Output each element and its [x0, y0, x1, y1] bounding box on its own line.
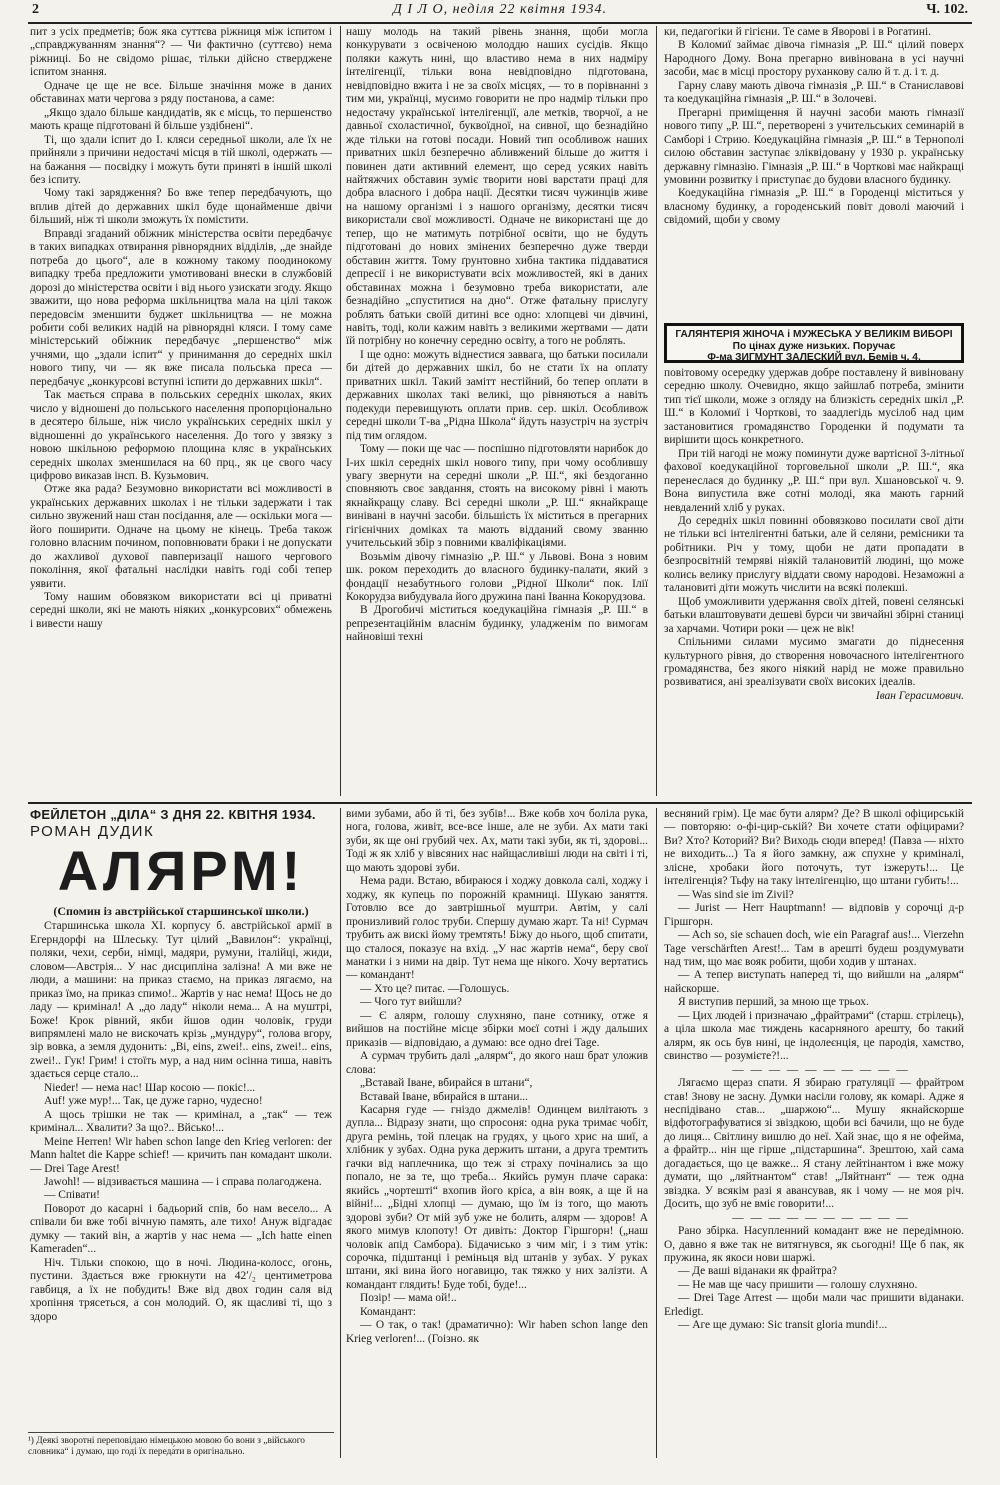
paragraph: Позір! — мама ой!..	[360, 1292, 457, 1305]
paragraph: Meine Herren! Wir haben schon lange den Krieg verloren: der Mann haltet die Kappe schief! — кричить пан комадант школи. — Drei Tage Arest!	[30, 1135, 332, 1175]
paragraph: нашу молодь на такий рівень знання, щоби могла конкурувати з освіченою молоддю наших сусідів. Якщо поляки кажуть нині, що властиво нема в них надміру інтелігенції, тільки вона невідповідно підготована, невідповідно вжита і не за своїх місцях, — то в порівнанні з тим ми, українці, мусимо говорити не про надмір тільки про недостачу української інтелігенції, але метків, творчої, а не давньої схоластичної, буквоїдної, на сивної, що безнадійно жде тільки на готові посади. Новий тип особливож наших приватних шкіл безперечно абливжений більше до життя і повинен дати активний елемент, що серед усяких навіть найтяжчих обставин зуміє творити нові варстати праці для добра власного і добра нації. Десятки тисяч чужинців живе на нашому організмі і з нашого організму, десятки тисяч використали свої можливості. Одначе не використані ще до тепер, що не матимуть потрібної освіти, що не будуть підготовані до нових змінених безперечно дуже тверди обставин життя. Тому ґрунтовно хибна тактика піддаватися депресії і не використувати всіх можливостей, які в даних обставинах можна і безумовно треба використати, але безнадійно „спуститися на дно“. Отже фатальну прислугу роблять батьки своїй дитині все одно: хлопцеві чи дівчині, навіть, тоді, коли кажим навіть з великими жертвами — дати їй потрібну но конечну середню освіту, а того не роблять.	[346, 26, 648, 348]
paragraph: — — — — — — — — — —	[732, 1063, 910, 1076]
paragraph: — А тепер виступать наперед ті, що вийшли на „алярм“ найскорше.	[664, 969, 964, 995]
paragraph: — Drei Tage Arrest — щоби мали час пришити віданаки. Erledigt.	[664, 1292, 964, 1318]
paragraph: — Цих людей і призначаю „фрайтрами“ (старш. стрілець), а ціла школа має тиждень касарняного арешту, бо такий алярм, як ось був нині, це індолеєнція, це пародія, хамство, свинство — розумієте?!...	[664, 1009, 964, 1063]
paragraph: В Коломиї займає дівоча гімназія „Р. Ш.“ цілий поверх Народного Дому. Вона прегарно вивінована в усі научні засоби, має в місці простору руханкову салю й т. д. і т. д.	[664, 39, 964, 79]
paragraph: — Хто це? питає. —Голошусь.	[360, 982, 510, 995]
paragraph: Гарну славу мають дівоча гімназія „Р. Ш.“ в Станиславові та коедукаційна гімназія „Р. Ш.“ в Золочеві.	[664, 79, 964, 106]
paragraph: І ще одно: можуть віднестися заввага, що батьки посилали би дітей до державних шкіл, бо не стати їх на оплату приватних шкіл. Такий замітт нестійний, бо тепер оплати в державних школах такі великі, що рівняються а навіть подекуди перевищують оплати прив. сер. шкіл. Особливож середні школи Т-ва „Рідна Школа“ йдуть назустріч на зустріч під тим оглядом.	[346, 348, 648, 442]
paragraph: Щоб уможливити удержання своїх дітей, повені селянські батьки влаштовувати дешеві бурси чи звичайні збірні станиці за харчами. Чотири роки — цеж не вік!	[664, 595, 964, 635]
ad-line-2: Ф-ма ЗИГМУНТ ЗАЛЕСКИЙ вул. Бемів ч. 4.	[707, 352, 921, 363]
paragraph: Старшинська школа ХІ. корпусу б. австрійської армії в Егерндорфі на Шлеську. Тут цілий „Вавилон“: українці, поляки, чехи, серби, німці, мадяри, румуни, італійці, жиди, словом—Австрія... У нас дисципліна залізна! А ми вже не люди, а машини: на приказ стаємо, на приказ лягаємо, на приказ їмо, на приказ спимо!.. Жартів у нас нема! Щось не до ладу — кримінал! А „до ладу“ ніколи нема... А на муштрі, Боже! Крок рівний, якби йшов один чоловік, груди випрямлені мало не вискочать крізь „мундуру“, голова вгору, зір вовка, а земля дудонить: „Ві, eins, zwei!.. eins, zwei!.. eins, zwei!.. Гук! Грим! і стоїть мур, а над ним осінна тиша, навіть здається серце стало...	[30, 920, 332, 1081]
paragraph: — Де ваші віданаки як фрайтра?	[678, 1265, 837, 1278]
paragraph: вими зубами, або й ті, без зубів!... Вже кобв хоч боліла рука, нога, голова, живіт, все-все інше, але не зуби. Ах мати такі зуби, як ще оні грубий чех. Ах, мати такі зуби, як ті, здорові... Тоді ж як хліб у вівсяних нас найщасливіші люди на світі і ті, що мають здорові зуби.	[346, 808, 648, 874]
paragraph: В Дрогобичі міститься коедукаційна гімназія „Р. Ш.“ в репрезентаційнім власнім будинку, уладженім по вимогам найновіші техні	[346, 604, 648, 644]
paragraph: А сурмач трубить далі „алярм“, до якого наш брат уложив слова:	[346, 1050, 648, 1076]
paragraph: весняний грім). Це має бути алярм? Де? В школі офіцирській — повторяю: о-фі-цир-ській? Ви хочете стати офіцирами? Ви? Хто? Которий? Ви? Виходь сюди вперед! (Павза — ніхто не виходить...) Та я його замкну, аж спухне у криміналі, злісне, хробаки його поточуть, тут ізжеруть!... Це інтелігенція? Тьфу на таку інтелігенцію, що штани губить!...	[664, 808, 964, 888]
advertisement-box	[664, 323, 964, 363]
paragraph: Командант:	[360, 1305, 416, 1318]
section-divider	[28, 802, 972, 804]
paragraph: Auf! уже мур!... Так, це дуже гарно, чудесно!	[44, 1095, 263, 1108]
article-column-1	[30, 26, 332, 796]
paragraph: „Якщо здало більше кандидатів, як є місць, то першенство мають краще підготовані й більше уздібнені“.	[30, 106, 332, 133]
paragraph: Одначе це ще не все. Більше значіння може в даних обставинах мати чергова з ряду постанова, а саме:	[30, 79, 332, 106]
feuilleton-column-3	[664, 808, 964, 1458]
paragraph: — Чого тут вийшли?	[360, 996, 462, 1009]
paragraph: Лягаємо щераз спати. Я збираю гратуляції — фрайтром став! Знову не засну. Думки насіли голову, як комарі. Адже я неспідівано став... „шаржою“... Мушу якнайскорше відфотографуватися зі звіздкою, щоби всі бачили, що не буде до лиця... Світлину вишлю до неї. Хай знає, що я не офейма, а фрайтр... нін ще гірше „підстаршина“. Зрештою, хай сама догадається, що це важке... Я стану лейтінантом і вже можу думати, що „ляйтнантом“ став! „Ляйтнант“ — теж одна звіздка. У всякім разі я авансував, як і чому — не моя річ. Досить, що зуб не вміє говорити!...	[664, 1077, 964, 1211]
footnote: ¹) Деякі зворотні переповідаю німецькою мовою бо вони з „війського словника“ і думаю, що годі їх переда́ти в оригінально.	[28, 1432, 334, 1458]
paragraph: Я виступив перший, за мною ще трьох.	[678, 996, 869, 1009]
paragraph: При тій нагоді не можу поминути дуже вартісної 3-літньої фахової коедукаційної торговельної школи „Р. Ш.“, яка перенеслася до будинку „Р. Ш.“ при вул. Хшановської ч. 9. Вона випустила вже сотні молоді, яка мають гарний невдалений хліб у руках.	[664, 447, 964, 514]
page-number: 2	[32, 2, 39, 17]
signature: Іван Герасимович.	[875, 689, 964, 702]
feuilleton-author: РОМАН ДУДИК	[30, 823, 155, 841]
paragraph: Спільними силами мусимо змагати до піднесення культурного рівня, до створення новочасного інтелігентного громадянства, без якого ніякий нарід не може правильно розвиватися, ані зреалізувати своїх високих ідеалів.	[664, 636, 964, 689]
paragraph: Так мається справа в польських середніх школах, яких число у відношені до польського населення пропорціонально в десятеро більше, ніж число українських середніх шкіл у відношенні до українського населення. До того у звязку з новою шкільною реформою площина кляс в українських середніх школах зменшилася на 60 прц., як це свого часу цифрово виказав інсп. В. Кузьмович.	[30, 389, 332, 482]
paragraph: Рано збірка. Насупленний комадант вже не передімною. О, давно я вже так не витягнувся, як сьогодні! Ще б пак, як пружина, як якоси нови шаржі.	[664, 1225, 964, 1264]
paragraph: Тому нашим обовязком використати всі ці приватні середні школи, які не мають ніяких „конкурсових“ обмежень і вивести нашу	[30, 591, 332, 630]
paragraph: — Є алярм, голошу слухняно, пане сотнику, отже я вийшов на постійне місце збірки моєї сотні і жду дальших приказів — відповідаю, а думаю: все одно drei Tage.	[346, 1009, 648, 1049]
paragraph: Ті, що здали іспит до І. кляси середньої школи, але їх не прийняли з причини недостачі місця в тій школі, одержать — на бажання — посвідку і можуть бути приняті в іншій школі без іспиту.	[30, 133, 332, 186]
masthead: Д І Л О, неділя 22 квітня 1934.	[392, 2, 608, 17]
paragraph: пит з усіх предметів; бож яка суттєва ріжниця між іспитом і „справджуванням знання“? — Чи фактично (суттєво) нема ріжниці. Бо не свідомо рішає, тільки дійсно стверджене іспитом знання.	[30, 26, 332, 79]
feuilleton-column-2	[346, 808, 648, 1458]
article-column-2	[346, 26, 648, 796]
paragraph: Нема ради. Встаю, вбираюся і ходжу довкола салі, ходжу і ходжу, як купець по порожній крамниці. Шукаю заняття. Готовлю все до завтрішньої муштри. Автім, у салі пронизливий голос труби. Спершу думаю жарт. Та ні! Сурмач трубить аж вискі йому тремтять! Біжу до нього, щоб спитати, що сталося, показує на вхід. „У нас жартів нема“, беру свої манатки і з ними на двір. Тут нема ще нікого. Хочу вертатись — командант!	[346, 875, 648, 982]
paragraph: — Не мав ще часу пришити — голошу слухняно.	[678, 1278, 918, 1291]
feuilleton-column-1	[30, 808, 332, 1428]
column-divider	[340, 26, 341, 796]
paragraph: Касарня гуде — гніздо джмелів! Одинцем вилітають з дупла... Відразу знати, що спросоня: одна рука тримає чобіт, друга ремінь, той плецак на грудях, у цього хрис на шиї, а хлібник у зубах. Одна рука держить штани, а друга тремтить гачки від наплечника, що теж зі страху почінались за що попало, не за те, що треба... Якийсь румун плаче сарака: якийсь „чортешті“ вхопив його кріса, а він вояк, а ще й на війні!... „Бідні хлопці — думаю, що їм із того, що мають здорові зуби? От мій зуб уже не болить, алярм — здоров! А якого мимув клопоту! От дивіть: Доктор Гіршгорн! („наш чоловік апід Самбора). Бідачисько з чим міг, і з тим утік: сорочка, підштанці і реміньця від штанів у зубах. У руках штани, які вина його ногавицю, так тяжко у них залізти. А командант глядить! Буде тобі, буде!...	[346, 1103, 648, 1291]
feuilleton-heading: ФЕЙЛЕТОН „ДІЛА“ З ДНЯ 22. КВІТНЯ 1934.	[30, 808, 316, 822]
paragraph: Nieder! — нема нас! Шар косою — покіс!...	[44, 1081, 256, 1094]
paragraph: — О так, о так! (драматично): Wir haben schon lange den Krieg verloren!... (Гоізно. як	[346, 1319, 648, 1345]
paragraph: ки, педагогіки й гігієни. Те саме в Яворові і в Рогатині.	[664, 26, 931, 38]
article-column-3-bottom	[664, 367, 964, 797]
paragraph: — Ach so, sie schauen doch, wie ein Paragraf aus!... Vierzehn Tage verschärften Arest!... Там в арешті будеш роздумувати над тим, що має вояк робити, щоби ходив у штанах.	[664, 929, 964, 968]
feuilleton-body-1	[30, 920, 332, 1324]
paragraph: Возьмім дівочу гімназію „Р. Ш.“ у Львові. Вона з новим шк. роком переходить до власного будинку-палати, який з фондації незабутнього голови „Рідної Школи“ пок. Ілії Кокорудза вибудувала його дружина пані Іванна Кокорудзова.	[346, 550, 648, 604]
paragraph: Тому — поки ще час — поспішно підготовляти нарибок до І-их шкіл середніх шкіл нового типу, при чому особлившу увагу звернути на середні школи „Р. Ш.“, які бездоганно сповняють своє завдання, стоять на високому рівні і мають якнайкращу славу. Всі середні школи „Р. Ш.“ якнайкраще винівані в научні засоби. більшість їх міститься в прегарних гігієнічних доміках та мають відданий свому званню учительський збір з повними кваліфікаціями.	[346, 443, 648, 550]
paragraph: А щось трішки не так — кримінал, а „так“ — теж кримінал... Хвалити? За що?.. Вйсько!...	[30, 1108, 332, 1135]
ad-line-1: ГАЛЯНТЕРІЯ ЖІНОЧА і МУЖЕСЬКА У ВЕЛИКІМ ВИБОРІ По цінах дуже низьких. Поручає	[675, 329, 953, 352]
issue-number: Ч. 102.	[926, 2, 968, 17]
paragraph: Отже яка рада? Безумовно використати всі можливості в українських державних школах і не тільки задержати і так сильно звужений наш стан посідання, але — оскільки мога — його поширити. Одначе на цьому не кінець. Треба також головно власним почином, поповнювати браки і не допускати до жахливої духової павперизації нашого чергового покоління, якої фатальні наслідки навіть годі собі тепер уявити.	[30, 483, 332, 590]
paragraph: Вставай Іване, вбирайся в штани...	[360, 1090, 528, 1103]
column-divider	[656, 26, 657, 796]
paragraph: Коедукаційна гімназія „Р. Ш.“ в Городенці міститься у власному будинку, а городенський повіт доволі маючий і свідомий, щоби у свому	[664, 187, 964, 227]
article-column-3-top	[664, 26, 964, 320]
paragraph: — Співати!	[44, 1189, 100, 1202]
paragraph: „Вставай Іване, вбирайся в штани“,	[360, 1077, 533, 1090]
paragraph: Ніч. Тільки спокою, що в ночі. Людина-колосс, огонь, пустини. Здається вже грюкнути на 42ʹ/₂ центиметрова гавбиця, а їх не побудить! Вже від двох годин саля від хропіння трясеться, а сон молодий. О, як щасливі ті, що з здоро	[30, 1256, 332, 1323]
paragraph: — — — — — — — — — —	[732, 1211, 910, 1224]
paragraph: Вправді згаданий обіжник міністерства освіти передбачує в таких випадках отвирання рівнорядних відділів, „де знайде потреба до цього“, але в кожному такому поодинокому випадку треба предложити умотивовані внески в службовій дорозі до міністерства освіти і від нього узискати згоду. Якщо зважити, що нова реформа шкільництва мала на цілі також передовсім зменшити буджет шкільництва — не можна робити собі великих надій на рівнорядні кляси. І тому саме міністерський обіжник передбачує „першенство“ між учнями, що „здали іспит“ у принимання до середніх шкіл нового типу, чи — як вже писала польська преса — передбачує „конкурсові вступні іспити до державних шкіл“.	[30, 227, 332, 388]
column-divider	[656, 808, 657, 1458]
feuilleton-subtitle: (Спомин із австрійської старшинської школи.)	[53, 903, 309, 918]
paragraph: До середніх шкіл повинні обовязково посилати свої діти не тільки всі інтелігентні батьки, але й селяни, ремісники та робітники. Річ у тому, щоби не дати пропадати в безпросвітній темряві ніякій талановитій людині, що може колись велику прислугу віддати свому народові. Незаможні а талановиті діти можуть числити на всякі полекші.	[664, 514, 964, 595]
paragraph: — Was sind sie im Zivil?	[678, 888, 794, 901]
paragraph: Прегарні приміщення й научні засоби мають гімназії нового типу „Р. Ш.“, перетворені з учительських семинарій в Самборі і Стрию. Коедукаційна гімназія „Р. Ш.“ в Тернополі силою обставин заступає зліквідовану у 1930 р. українську державну гімназію. Гімназія „Р. Ш.“ в Чорткові має найкращі умовини розвитку і приступає до будови власного будинку.	[664, 106, 964, 186]
paragraph: — Аге ще думаю: Sic transit gloria mundi!...	[678, 1319, 888, 1332]
page-header	[28, 2, 972, 24]
feuilleton-title: АЛЯРМ!	[57, 838, 305, 902]
paragraph: — Jurist — Herr Hauptmann! — відповів у сорочці д-р Гіршгорн.	[664, 902, 964, 928]
paragraph: Чому такі зарядження? Бо вже тепер передбачують, що вплив дітей до державних шкіл буде щонайменше двічи більший, ніж ті школи зможуть їх помістити.	[30, 187, 332, 227]
column-divider	[340, 808, 341, 1458]
paragraph: повітовому осередку удержав добре поставлену й вивіновану середню школу. Очевидно, якщо зайшлаб потреба, змінити тип тієї школи, може з огляду на близкість середніх шкіл „Р. Ш.“ в Коломиї і Чорткові, то заадлегідь мусілоб над цим застановитися громадянство Городенки й подумати та вирішити щось конкретного.	[664, 367, 964, 447]
paragraph: Jawohl! — відзивається машина — і справа полагоджена.	[44, 1175, 322, 1188]
paragraph: Поворот до касарні і бадьорий спів, бо нам весело... А співали би вже тобі вічную память, але тихо! Ануж відгадає думку — такий він, а жартів у нас нема — „Ich hatte einen Kameraden“...	[30, 1202, 332, 1256]
